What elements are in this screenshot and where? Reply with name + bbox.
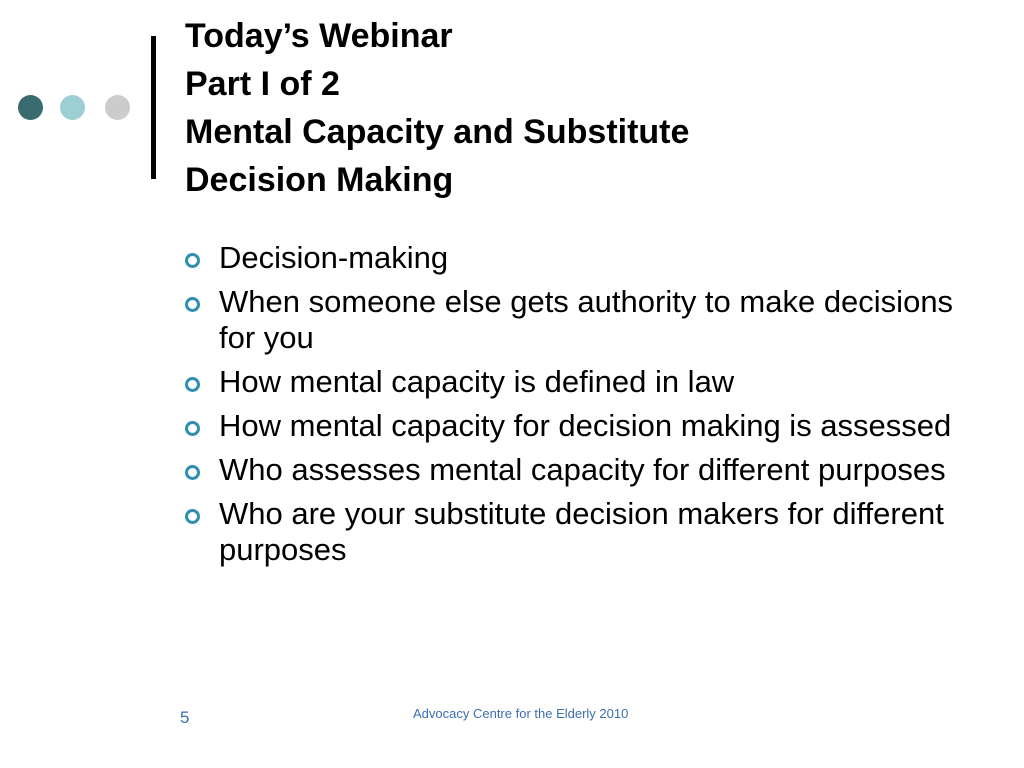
slide-number: 5	[180, 708, 190, 727]
bullet-item	[183, 452, 963, 488]
bullet-text: When someone else gets authority to make decisions for you	[219, 284, 954, 355]
footer-text: Advocacy Centre for the Elderly 2010	[413, 706, 629, 721]
decorative-dot-dark	[18, 95, 43, 120]
bullet-item	[183, 496, 963, 568]
bullet-text: How mental capacity is defined in law	[219, 364, 735, 399]
title-divider	[151, 36, 156, 179]
slide-title	[185, 12, 985, 204]
bullet-list	[183, 240, 963, 576]
bullet-circle-icon	[185, 377, 200, 392]
title-line: Part I of 2	[185, 65, 340, 103]
bullet-text: Who are your substitute decision makers for different purposes	[219, 496, 944, 567]
bullet-text: Who assesses mental capacity for different purposes	[219, 452, 946, 487]
bullet-circle-icon	[185, 297, 200, 312]
bullet-item	[183, 364, 963, 400]
decorative-dot-light	[60, 95, 85, 120]
title-line: Decision Making	[185, 161, 454, 199]
decorative-dot-grey	[105, 95, 130, 120]
bullet-circle-icon	[185, 253, 200, 268]
bullet-item	[183, 284, 963, 356]
bullet-text: Decision-making	[219, 240, 449, 275]
bullet-circle-icon	[185, 465, 200, 480]
bullet-circle-icon	[185, 509, 200, 524]
bullet-text: How mental capacity for decision making is assessed	[219, 408, 952, 443]
bullet-circle-icon	[185, 421, 200, 436]
title-line: Mental Capacity and Substitute	[185, 113, 690, 151]
title-line: Today’s Webinar	[185, 17, 453, 55]
bullet-item	[183, 240, 963, 276]
bullet-item	[183, 408, 963, 444]
